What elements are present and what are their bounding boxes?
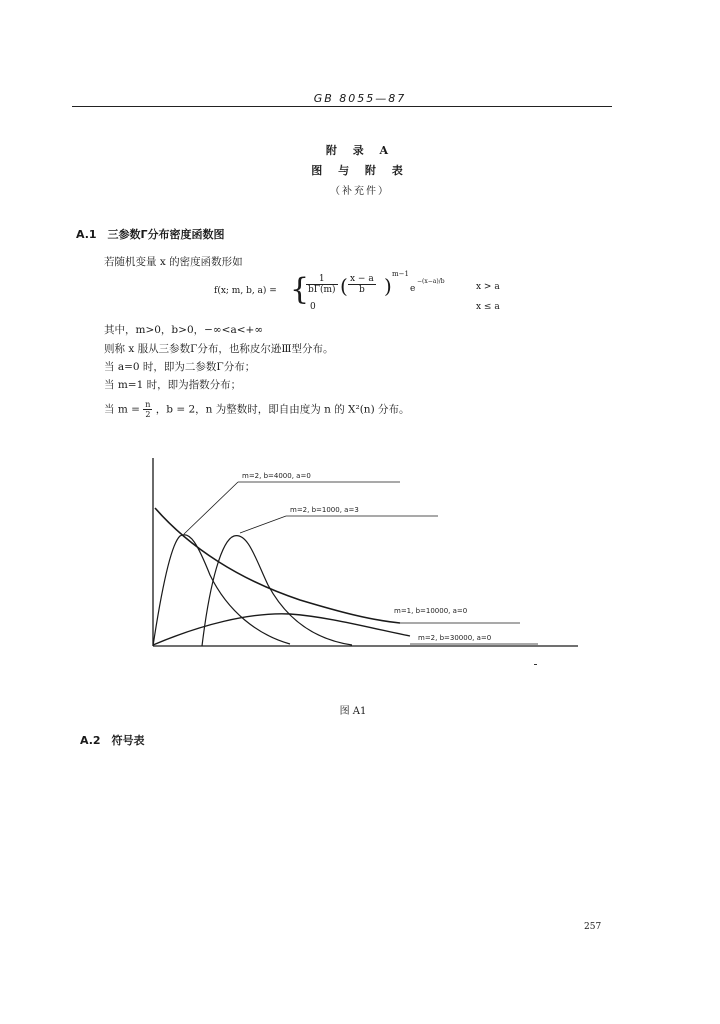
- formula-inner-num: x − a: [350, 274, 374, 284]
- formula-numerator: 1: [306, 274, 338, 285]
- chi-square-suffix: ，b = 2，n 为整数时，即自由度为 n 的 X²(n) 分布。: [155, 403, 410, 416]
- formula-lhs: f(x; m, b, a) =: [214, 286, 277, 296]
- header-rule: [72, 106, 612, 107]
- formula-brace: {: [290, 272, 310, 307]
- page-number: 257: [584, 922, 602, 932]
- section-a2-heading: A.2 符号表: [80, 734, 145, 747]
- condition-line: 其中，m>0，b>0，−∞<a<+∞: [104, 324, 264, 336]
- formula-fraction: [306, 274, 338, 295]
- formula-exp-term: e: [410, 284, 416, 294]
- chi-square-frac-den: 2: [145, 410, 151, 419]
- chi-square-fraction: [143, 400, 152, 419]
- appendix-title: 附 录 A: [325, 144, 395, 157]
- curve-m1-b10000-a0: [155, 508, 400, 623]
- formula-paren-close: ): [384, 274, 392, 298]
- section-a1-heading: A.1 三参数Γ分布密度函数图: [76, 228, 225, 241]
- formula-zero: 0: [310, 302, 316, 312]
- label-curve-1: m=2, b=4000, a=0: [242, 472, 311, 480]
- leader-line-1: [184, 482, 238, 534]
- exponential-line: 当 m=1 时，即为指数分布；: [104, 379, 242, 391]
- formula-exp-power: −(x−a)/b: [417, 278, 445, 285]
- formula-exponent: m−1: [392, 270, 409, 278]
- density-formula: [214, 272, 514, 316]
- chi-square-frac-num: n: [145, 400, 151, 409]
- figure-mark: [534, 664, 537, 665]
- figure-caption: 图 A1: [339, 706, 367, 717]
- chi-square-line: [104, 400, 410, 419]
- formula-denominator: bΓ(m): [308, 285, 336, 295]
- standard-code: GB 8055—87: [313, 92, 407, 105]
- formula-condition-1: x > a: [476, 282, 500, 292]
- definition-line: 则称 x 服从三参数Γ分布，也称皮尔逊Ⅲ型分布。: [104, 343, 334, 355]
- curve-m2-b4000-a0: [153, 535, 290, 646]
- two-param-line: 当 a=0 时，即为二参数Γ分布；: [104, 361, 256, 373]
- formula-paren-open: (: [340, 274, 348, 298]
- label-curve-2: m=2, b=1000, a=3: [290, 506, 359, 514]
- appendix-note: （补充件）: [330, 186, 390, 197]
- label-curve-4: m=2, b=30000, a=0: [418, 634, 492, 642]
- section-a1-intro: 若随机变量 x 的密度函数形如: [104, 256, 243, 268]
- label-curve-3: m=1, b=10000, a=0: [394, 607, 468, 615]
- appendix-subtitle: 图 与 附 表: [311, 164, 409, 177]
- leader-line-2: [240, 516, 286, 533]
- formula-inner-fraction: [348, 274, 376, 295]
- formula-inner-den: b: [358, 285, 365, 295]
- formula-condition-2: x ≤ a: [476, 302, 500, 312]
- figure-a1: [0, 440, 720, 680]
- chi-square-prefix: 当 m =: [104, 403, 140, 416]
